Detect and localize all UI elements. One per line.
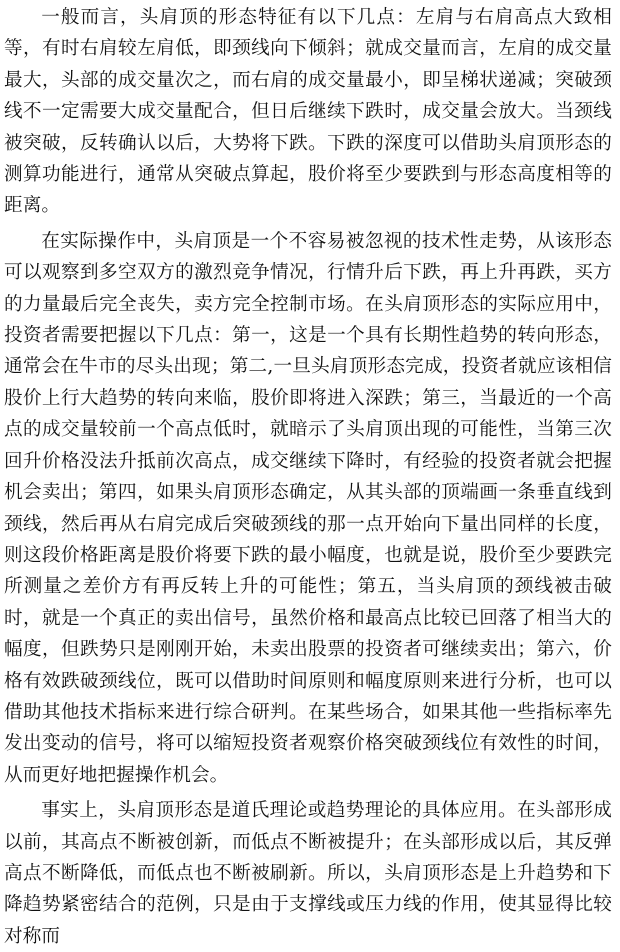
paragraph-3: 事实上，头肩顶形态是道氏理论或趋势理论的具体应用。在头部形成以前，其高点不断被创新，而低点不断被提升；在头部形成以后，其反弹高点不断降低，而低点也不断被刷新。所以，头肩顶形态是上升趋势和下降趋势紧密结合的范例，只是由于支撑线或压力线的作用，使其显得比较对称而 xyxy=(4,800,612,947)
paragraph-2: 在实际操作中，头肩顶是一个不容易被忽视的技术性走势，从该形态可以观察到多空双方的激烈竞争情况，行情升后下跌，再上升再跌，买方的力量最后完全丧失，卖方完全控制市场。在头肩顶形态的实际应用中，投资者需要把握以下几点：第一，这是一个具有长期性趋势的转向形态，通常会在牛市的尽头出现；第二,一旦头肩顶形态完成，投资者就应该相信股价上行大趋势的转向来临，股价即将进入深跌；第三，当最近的一个高点的成交量较前一个高点低时，就暗示了头肩顶出现的可能性，当第三次回升价格没法升抵前次高点，成交继续下降时，有经验的投资者就会把握机会卖出；第四，如果头肩顶形态确定，从其头部的顶端画一条垂直线到颈线，然后再从右肩完成后突破颈线的那一点开始向下量出同样的长度，则这段价格距离是股价将要下跌的最小幅度，也就是说，股价至少要跌完所测量之差价方有再反转上升的可能性；第五，当头肩顶的颈线被击破时，就是一个真正的卖出信号，虽然价格和最高点比较已回落了相当大的幅度，但跌势只是刚刚开始，未卖出股票的投资者可继续卖出；第六，价格有效跌破颈线位，既可以借助时间原则和幅度原则来进行分析，也可以借助其他技术指标来进行综合研判。在某些场合，如果其他一些指标率先发出变动的信号，将可以缩短投资者观察价格突破颈线位有效性的时间，从而更好地把握操作机会。 xyxy=(4,230,612,786)
paragraph-1: 一般而言，头肩顶的形态特征有以下几点：左肩与右肩高点大致相等，有时右肩较左肩低，即颈线向下倾斜；就成交量而言，左肩的成交量最大，头部的成交量次之，而右肩的成交量最小，即呈梯状递减；突破颈线不一定需要大成交量配合，但日后继续下跌时，成交量会放大。当颈线被突破，反转确认以后，大势将下跌。下跌的深度可以借助头肩顶形态的测算功能进行，通常从突破点算起，股价将至少要跌到与形态高度相等的距离。 xyxy=(4,7,612,217)
